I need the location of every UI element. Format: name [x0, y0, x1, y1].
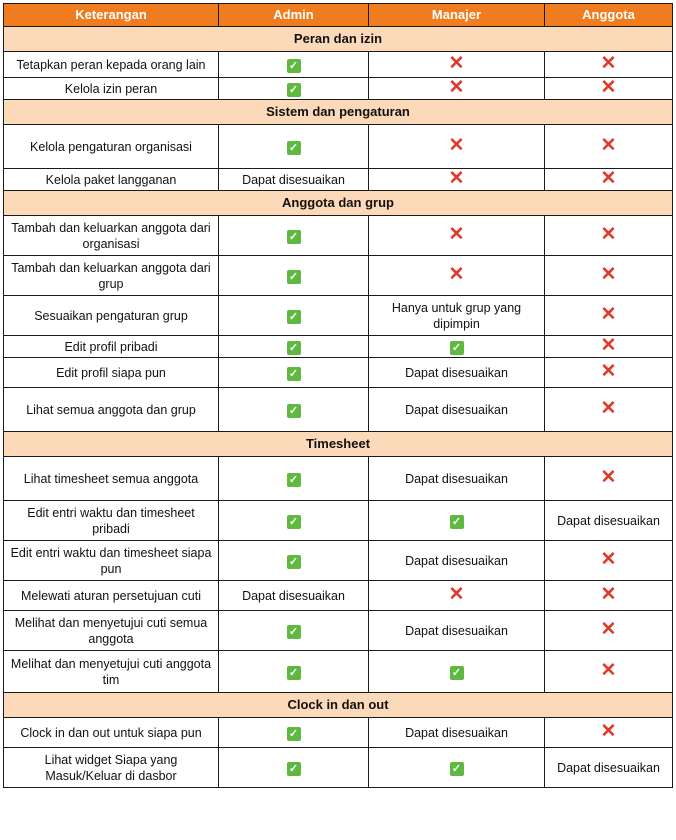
- cell-manajer: [369, 388, 545, 432]
- section-title: Anggota dan grup: [4, 191, 673, 216]
- header-admin: Admin: [219, 4, 369, 27]
- cell-manajer: [369, 748, 545, 788]
- cross-mark-icon: ✕: [448, 224, 465, 245]
- cross-mark-icon: ✕: [448, 168, 465, 189]
- cell-anggota: [545, 358, 673, 388]
- cell-admin: [219, 541, 369, 581]
- check-mark-icon: ✓: [287, 515, 301, 529]
- row-label: Edit profil siapa pun: [4, 358, 219, 388]
- table-row: [4, 611, 673, 651]
- cell-admin: [219, 358, 369, 388]
- cell-anggota: [545, 216, 673, 256]
- row-label: Kelola pengaturan organisasi: [4, 125, 219, 169]
- cell-admin: [219, 581, 369, 611]
- cell-anggota: [545, 125, 673, 169]
- check-mark-icon: ✓: [287, 727, 301, 741]
- table-row: [4, 336, 673, 358]
- section-row: [4, 191, 673, 216]
- cell-text: Dapat disesuaikan: [557, 513, 660, 528]
- cell-admin: [219, 611, 369, 651]
- table-header-row: [4, 4, 673, 27]
- table-row: [4, 581, 673, 611]
- check-mark-icon: ✓: [287, 367, 301, 381]
- cell-anggota: [545, 501, 673, 541]
- cross-mark-icon: ✕: [600, 660, 617, 681]
- row-label: Lihat timesheet semua anggota: [4, 457, 219, 501]
- cell-manajer: [369, 169, 545, 191]
- cell-anggota: [545, 581, 673, 611]
- cell-text: Dapat disesuaikan: [405, 553, 508, 568]
- check-mark-icon: ✓: [287, 473, 301, 487]
- cell-manajer: [369, 256, 545, 296]
- header-manajer: Manajer: [369, 4, 545, 27]
- permissions-table-container: [3, 3, 673, 788]
- cross-mark-icon: ✕: [600, 168, 617, 189]
- cell-manajer: [369, 611, 545, 651]
- cell-admin: [219, 457, 369, 501]
- table-row: [4, 169, 673, 191]
- row-label: Lihat widget Siapa yang Masuk/Keluar di dasbor: [4, 748, 219, 788]
- cross-mark-icon: ✕: [448, 584, 465, 605]
- cell-text: Dapat disesuaikan: [242, 172, 345, 187]
- table-row: [4, 748, 673, 788]
- cross-mark-icon: ✕: [600, 335, 617, 356]
- cross-mark-icon: ✕: [600, 619, 617, 640]
- table-row: [4, 358, 673, 388]
- cell-manajer: [369, 216, 545, 256]
- cross-mark-icon: ✕: [600, 304, 617, 325]
- cross-mark-icon: ✕: [600, 721, 617, 742]
- cell-admin: [219, 748, 369, 788]
- cell-text: Dapat disesuaikan: [405, 402, 508, 417]
- cell-manajer: [369, 336, 545, 358]
- row-label: Melihat dan menyetujui cuti anggota tim: [4, 651, 219, 693]
- cross-mark-icon: ✕: [448, 77, 465, 98]
- check-mark-icon: ✓: [287, 341, 301, 355]
- row-label: Tambah dan keluarkan anggota dari organisasi: [4, 216, 219, 256]
- check-mark-icon: ✓: [450, 762, 464, 776]
- check-mark-icon: ✓: [287, 310, 301, 324]
- row-label: Kelola izin peran: [4, 78, 219, 100]
- cross-mark-icon: ✕: [600, 467, 617, 488]
- cell-admin: [219, 336, 369, 358]
- cell-admin: [219, 718, 369, 748]
- cross-mark-icon: ✕: [600, 224, 617, 245]
- cell-anggota: [545, 611, 673, 651]
- cell-anggota: [545, 718, 673, 748]
- section-title: Timesheet: [4, 432, 673, 457]
- cross-mark-icon: ✕: [448, 135, 465, 156]
- cell-manajer: [369, 358, 545, 388]
- cell-anggota: [545, 169, 673, 191]
- cross-mark-icon: ✕: [600, 77, 617, 98]
- header-anggota: Anggota: [545, 4, 673, 27]
- check-mark-icon: ✓: [287, 625, 301, 639]
- row-label: Melewati aturan persetujuan cuti: [4, 581, 219, 611]
- cell-manajer: [369, 651, 545, 693]
- row-label: Tambah dan keluarkan anggota dari grup: [4, 256, 219, 296]
- table-row: [4, 296, 673, 336]
- cell-admin: [219, 651, 369, 693]
- check-mark-icon: ✓: [450, 515, 464, 529]
- cell-manajer: [369, 718, 545, 748]
- cell-admin: [219, 256, 369, 296]
- cross-mark-icon: ✕: [448, 264, 465, 285]
- cell-anggota: [545, 388, 673, 432]
- cell-manajer: [369, 78, 545, 100]
- cell-admin: [219, 169, 369, 191]
- header-keterangan: Keterangan: [4, 4, 219, 27]
- cell-text: Dapat disesuaikan: [405, 623, 508, 638]
- check-mark-icon: ✓: [287, 141, 301, 155]
- check-mark-icon: ✓: [287, 59, 301, 73]
- cell-anggota: [545, 748, 673, 788]
- section-row: [4, 693, 673, 718]
- cross-mark-icon: ✕: [600, 584, 617, 605]
- table-row: [4, 388, 673, 432]
- cell-anggota: [545, 256, 673, 296]
- row-label: Clock in dan out untuk siapa pun: [4, 718, 219, 748]
- row-label: Melihat dan menyetujui cuti semua anggota: [4, 611, 219, 651]
- check-mark-icon: ✓: [287, 230, 301, 244]
- check-mark-icon: ✓: [287, 762, 301, 776]
- row-label: Sesuaikan pengaturan grup: [4, 296, 219, 336]
- cell-anggota: [545, 336, 673, 358]
- section-title: Sistem dan pengaturan: [4, 100, 673, 125]
- row-label: Edit entri waktu dan timesheet siapa pun: [4, 541, 219, 581]
- cross-mark-icon: ✕: [600, 264, 617, 285]
- cell-admin: [219, 52, 369, 78]
- cell-text: Hanya untuk grup yang dipimpin: [391, 300, 522, 331]
- table-row: [4, 501, 673, 541]
- row-label: Kelola paket langganan: [4, 169, 219, 191]
- row-label: Tetapkan peran kepada orang lain: [4, 52, 219, 78]
- cross-mark-icon: ✕: [600, 549, 617, 570]
- check-mark-icon: ✓: [287, 270, 301, 284]
- cell-text: Dapat disesuaikan: [557, 760, 660, 775]
- cross-mark-icon: ✕: [600, 398, 617, 419]
- cell-anggota: [545, 52, 673, 78]
- cell-anggota: [545, 651, 673, 693]
- section-row: [4, 100, 673, 125]
- cell-admin: [219, 78, 369, 100]
- cell-anggota: [545, 541, 673, 581]
- section-title: Clock in dan out: [4, 693, 673, 718]
- cell-text: Dapat disesuaikan: [405, 471, 508, 486]
- cell-admin: [219, 296, 369, 336]
- cell-text: Dapat disesuaikan: [405, 365, 508, 380]
- cell-manajer: [369, 581, 545, 611]
- cell-anggota: [545, 78, 673, 100]
- cell-admin: [219, 501, 369, 541]
- table-row: [4, 52, 673, 78]
- permissions-table: [3, 3, 673, 788]
- row-label: Lihat semua anggota dan grup: [4, 388, 219, 432]
- table-row: [4, 651, 673, 693]
- cross-mark-icon: ✕: [448, 53, 465, 74]
- cell-admin: [219, 388, 369, 432]
- table-row: [4, 457, 673, 501]
- table-row: [4, 256, 673, 296]
- section-row: [4, 432, 673, 457]
- table-row: [4, 216, 673, 256]
- cell-manajer: [369, 457, 545, 501]
- cell-manajer: [369, 296, 545, 336]
- row-label: Edit profil pribadi: [4, 336, 219, 358]
- check-mark-icon: ✓: [287, 404, 301, 418]
- table-row: [4, 78, 673, 100]
- table-row: [4, 541, 673, 581]
- cell-manajer: [369, 52, 545, 78]
- cell-admin: [219, 125, 369, 169]
- cell-anggota: [545, 296, 673, 336]
- check-mark-icon: ✓: [287, 666, 301, 680]
- cross-mark-icon: ✕: [600, 361, 617, 382]
- cross-mark-icon: ✕: [600, 135, 617, 156]
- cross-mark-icon: ✕: [600, 53, 617, 74]
- cell-text: Dapat disesuaikan: [242, 588, 345, 603]
- cell-admin: [219, 216, 369, 256]
- check-mark-icon: ✓: [287, 555, 301, 569]
- cell-manajer: [369, 125, 545, 169]
- cell-anggota: [545, 457, 673, 501]
- row-label: Edit entri waktu dan timesheet pribadi: [4, 501, 219, 541]
- cell-manajer: [369, 501, 545, 541]
- table-row: [4, 125, 673, 169]
- table-row: [4, 718, 673, 748]
- section-row: [4, 27, 673, 52]
- check-mark-icon: ✓: [287, 83, 301, 97]
- check-mark-icon: ✓: [450, 666, 464, 680]
- check-mark-icon: ✓: [450, 341, 464, 355]
- cell-manajer: [369, 541, 545, 581]
- section-title: Peran dan izin: [4, 27, 673, 52]
- cell-text: Dapat disesuaikan: [405, 725, 508, 740]
